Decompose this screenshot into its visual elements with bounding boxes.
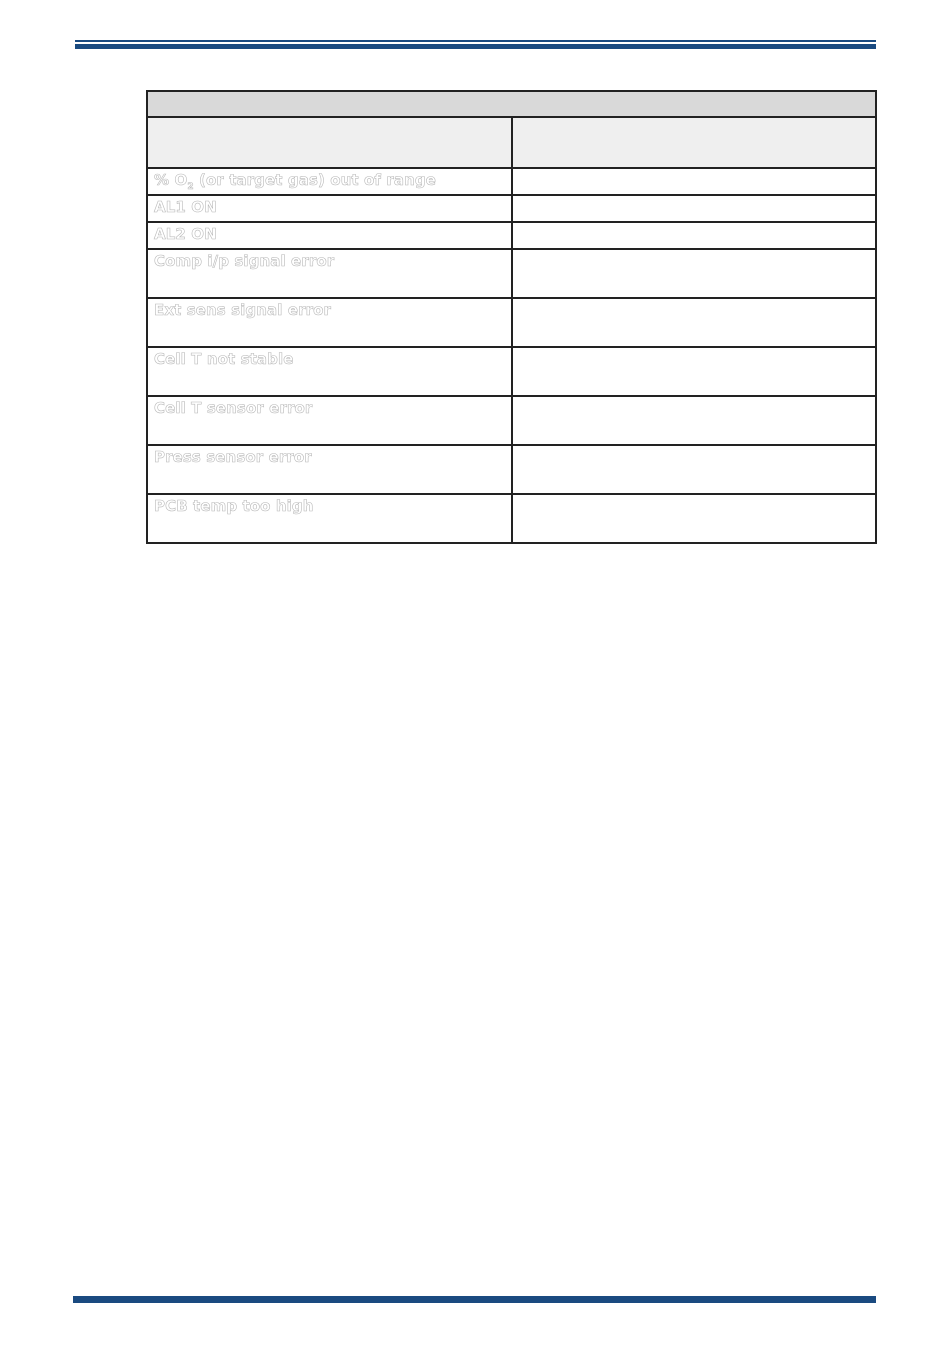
alarm-detail: [512, 298, 877, 347]
alarm-detail: [512, 494, 877, 543]
table-row: [147, 195, 876, 222]
alarm-detail: [512, 347, 877, 396]
alarm-detail: [512, 249, 877, 298]
alarm-label: Ext sens signal error: [147, 298, 512, 347]
alarm-detail: [512, 445, 877, 494]
alarm-label-subscript: 2: [187, 182, 194, 192]
alarm-label: [147, 168, 512, 195]
alarm-detail: [512, 222, 877, 249]
alarm-table: [146, 90, 877, 544]
alarm-label: Cell T sensor error: [147, 396, 512, 445]
alarm-label: AL2 ON: [147, 222, 512, 249]
table-row: [147, 347, 876, 396]
table-row: [147, 396, 876, 445]
alarm-label: Cell T not stable: [147, 347, 512, 396]
alarm-detail: [512, 168, 877, 195]
header-rule-thin: [75, 40, 876, 42]
alarm-detail: [512, 195, 877, 222]
alarm-label: Comp i/p signal error: [147, 249, 512, 298]
alarm-label-prefix: % O: [154, 171, 188, 189]
header-rule: [75, 40, 876, 49]
column-header-detail: [512, 117, 877, 168]
footer-rule: [73, 1296, 876, 1303]
table-row: [147, 249, 876, 298]
table-row: [147, 168, 876, 195]
alarm-label: AL1 ON: [147, 195, 512, 222]
header-rule-thick: [75, 44, 876, 49]
alarm-detail: [512, 396, 877, 445]
table-title: [147, 91, 876, 117]
alarm-label: Press sensor error: [147, 445, 512, 494]
table-row: [147, 494, 876, 543]
table-row: [147, 222, 876, 249]
table-title-row: [147, 91, 876, 117]
table-row: [147, 445, 876, 494]
alarm-label-suffix: (or target gas) out of range: [193, 171, 436, 189]
column-header-alarm: [147, 117, 512, 168]
table-header-row: [147, 117, 876, 168]
table-row: [147, 298, 876, 347]
alarm-label: PCB temp too high: [147, 494, 512, 543]
